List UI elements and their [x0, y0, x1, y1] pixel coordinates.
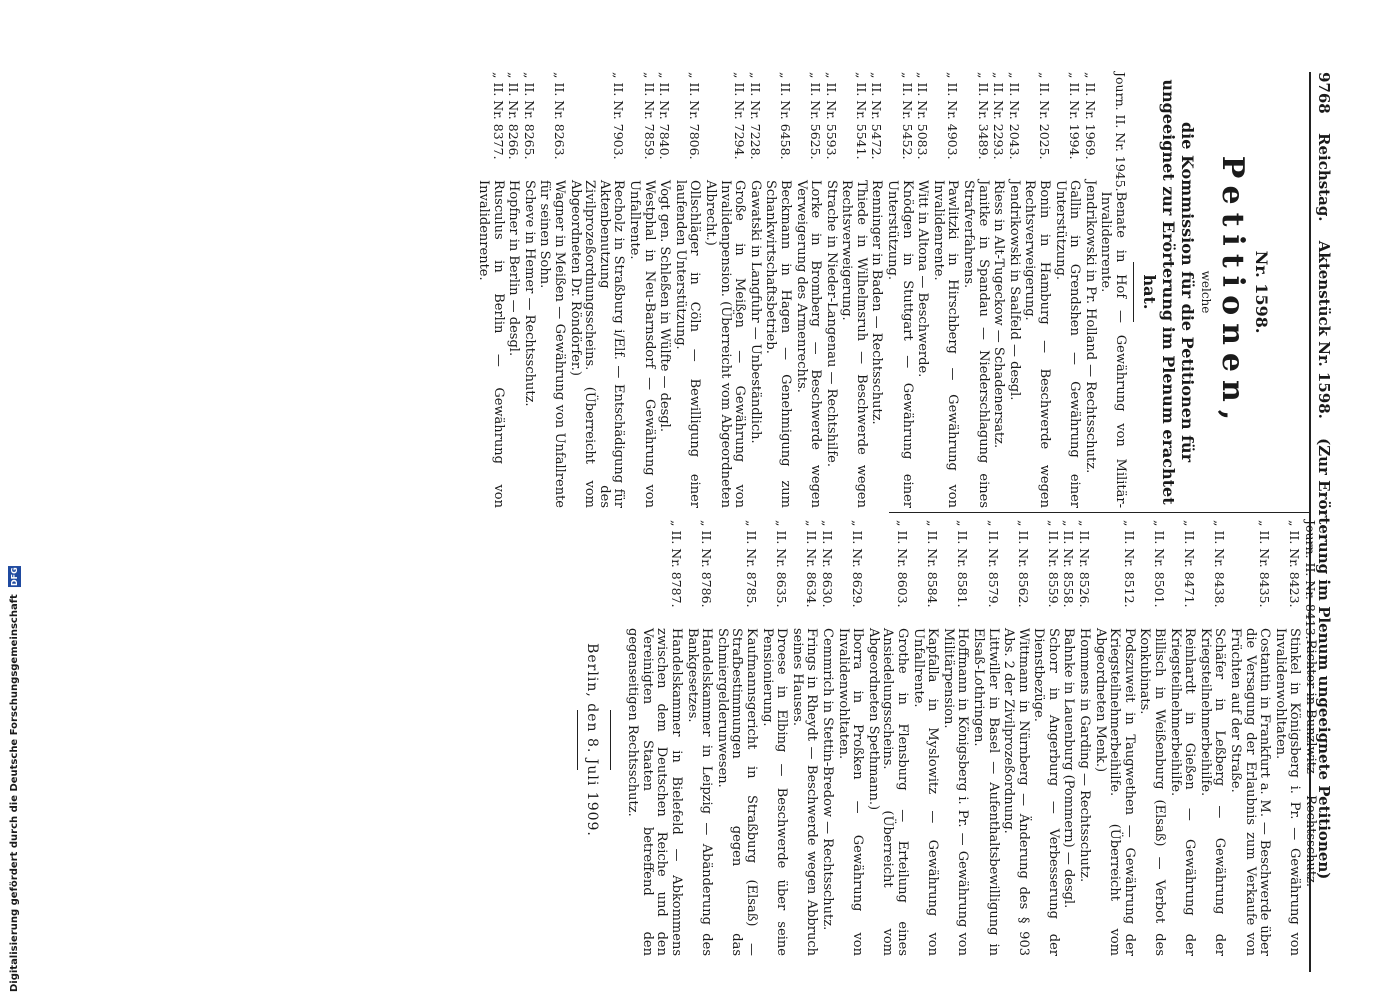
doc-number: Nr. 1598.: [1252, 250, 1271, 334]
petition-text: Scheve in Hemer — Rechtsschutz.: [521, 180, 537, 407]
petition-ref: „ II. Nr. 8785.: [744, 520, 760, 608]
petition-ref: „ II. Nr. 8471.: [1182, 520, 1198, 608]
petition-entry: [1061, 520, 1076, 960]
petition-text: Handelskammer in Leipzig — Abänderung des Bankgesetzes.: [684, 628, 715, 956]
petition-ref: „ II. Nr. 8787.: [669, 520, 685, 608]
petition-entry: [672, 72, 701, 512]
petition-text: Benate in Hof — Gewährung von Militär-Invalidenrente.: [1098, 191, 1128, 508]
petition-text: Frings in Rheydt — Beschwerde wegen Abbruch seines Hauses.: [789, 628, 820, 956]
petition-ref: „ II. Nr. 8635.: [774, 520, 790, 608]
petition-entry: [910, 520, 939, 960]
petition-text: Handelskammer in Bielefeld — Abkommens zwischen dem Deutschen Reiche und den Vereinigten Staaten betreffend den gegenseitigen Rechtsschutz.: [625, 628, 685, 956]
petition-text: Hopfner in Berlin — desgl.: [506, 180, 522, 357]
petition-ref: „ II. Nr. 8562.: [1015, 520, 1031, 608]
petition-entry: [1227, 520, 1271, 960]
petition-entry: [702, 72, 746, 512]
petition-text: Billisch in Weißenburg (Elsaß) — Verbot des Konkubinats.: [1137, 628, 1168, 956]
petition-entry: [1001, 520, 1030, 960]
title-rule: [1133, 262, 1134, 322]
welche-line: welche: [1199, 270, 1213, 314]
petition-text: Renninger in Baden — Rechtsschutz.: [869, 180, 885, 425]
petition-ref: „ II. Nr. 8377.: [490, 72, 506, 160]
petition-text: Kapfalla in Myslowitz — Gewährung von Unfallrente.: [910, 628, 941, 956]
signoff-date: Berlin, den 8. Juli 1909.: [583, 643, 600, 837]
petition-text: Schorr in Angerburg — Verbesserung der Dienstbezüge.: [1031, 628, 1061, 956]
petition-entry: [475, 72, 504, 512]
petition-ref: „ II. Nr. 8435.: [1257, 520, 1273, 608]
petition-ref: „ II. Nr. 8265.: [521, 72, 537, 160]
petition-entry: [940, 520, 969, 960]
petition-text: Wittmann in Nürnberg — Änderung des § 903 Abs. 2 der Zivilprozeßordnung.: [1001, 628, 1031, 956]
petition-text: Thiede in Wilhelmsruh — Beschwerde wegen Rechtsverweigerung.: [839, 180, 869, 508]
petition-text: Kaufmannsgericht in Straßburg (Elsaß) — Strafbestimmungen gegen das Schmiergelderunwesen.: [714, 628, 760, 956]
petition-entry: [1082, 72, 1097, 512]
petition-ref: „ II. Nr. 5472.: [869, 72, 885, 160]
petition-ref: „ II. Nr. 8630.: [820, 520, 835, 608]
petition-ref: „ II. Nr. 8581.: [955, 520, 971, 608]
document-reference: Aktenstück Nr. 1598.: [1315, 240, 1333, 419]
petition-ref: „ II. Nr. 8584.: [925, 520, 941, 608]
petition-text: Podszuweit in Taugwethen — Gewährung der Kriegsteilnehmerbeihilfe. (Überreicht vom Abgeordneten Menk.): [1092, 628, 1137, 956]
page-number: 9768: [1315, 72, 1333, 114]
petition-ref: „ II. Nr. 3489.: [975, 72, 991, 160]
petition-ref: „ II. Nr. 8438.: [1212, 520, 1228, 608]
petition-ref: „ II. Nr. 2025.: [1037, 72, 1053, 160]
column-divider: [889, 512, 1309, 513]
publication-name: Reichstag.: [1315, 132, 1333, 222]
petition-text: Droese in Elbing — Beschwerde über seine Pensionierung.: [759, 628, 790, 956]
petition-ref: „ II. Nr. 8501.: [1152, 520, 1168, 608]
petition-entry: [1022, 72, 1051, 512]
petition-entry: [839, 72, 868, 512]
petition-ref: „ II. Nr. 8266.: [506, 72, 522, 160]
petition-text: Littwiller in Basel — Aufenthaltsbewilligung in Elsaß-Lothringen.: [970, 628, 1001, 956]
petition-text: Costantin in Frankfurt a. M. — Beschwerde über die Versagung der Erlaubnis zum Verkaufe von Früchten auf der Straße.: [1228, 628, 1273, 956]
petition-entry: [885, 72, 914, 512]
petition-ref: „ II. Nr. 5452.: [899, 72, 915, 160]
petition-entry: [567, 72, 625, 512]
petition-text: Jendrikowski in Saalfeld — desgl.: [1006, 180, 1022, 401]
petition-text: Iborra in Proßken — Gewährung von Invalidenwohltaten.: [835, 628, 866, 956]
petition-entry: [759, 520, 788, 960]
petition-ref: Journ. II. Nr. 8413.: [1303, 520, 1318, 640]
petition-ref: „ II. Nr. 7840.: [657, 72, 673, 160]
document-subject: (Zur Erörterung im Plenum ungeeignete Petitionen): [1315, 438, 1333, 880]
petition-ref: „ II. Nr. 6458.: [777, 72, 793, 160]
petition-text: Große in Meißen — Gewährung von Invalidenpension. (Überreicht vom Abgeordneten Albrecht.): [702, 180, 748, 508]
dfg-logo: DFG: [10, 566, 19, 586]
petition-ref: „ II. Nr. 8603.: [894, 520, 910, 608]
petition-entry: [865, 520, 909, 960]
petition-entry: [915, 72, 930, 512]
right-column: [571, 520, 1317, 960]
petition-text: Pawlitzki in Hirschberg — Gewährung von Invalidenrente.: [930, 180, 961, 508]
petition-entry: [714, 520, 758, 960]
petition-text: Jendrikowski in Pr. Holland — Rechtsschutz.: [1082, 180, 1098, 474]
petition-text: Hommens in Garding — Rechtsschutz.: [1077, 628, 1093, 883]
petition-text: Westphal in Neu-Barnsdorf — Gewährung von Unfallrente.: [627, 180, 657, 508]
petition-text: Schäfer in Leßberg — Gewährung der Kriegsteilnehmerbeihilfe.: [1197, 628, 1228, 956]
petition-entry: [763, 72, 792, 512]
petition-ref: Journ. II. Nr. 1945.: [1113, 72, 1128, 192]
petition-text: Richter in Bunzlwitz — Rechtsschutz.: [1303, 639, 1318, 888]
petition-entry: [747, 72, 762, 512]
petition-ref: „ II. Nr. 7859.: [641, 72, 657, 160]
petition-entry: [1052, 72, 1081, 512]
petition-ref: „ II. Nr. 8579.: [985, 520, 1001, 608]
petition-ref: „ II. Nr. 2043.: [1006, 72, 1022, 160]
petition-ref: „ II. Nr. 5625.: [808, 72, 824, 160]
petition-entry: [835, 520, 864, 960]
petition-ref: „ II. Nr. 8512.: [1121, 520, 1137, 608]
petition-text: Ollschläger in Cöln — Bewilligung einer laufenden Unterstützung.: [672, 180, 703, 508]
petition-text: Strache in Nieder-Langenau — Rechtshilfe.: [823, 180, 839, 467]
petition-ref: „ II. Nr. 7228.: [747, 72, 763, 160]
petition-text: Knödgen in Stuttgart — Gewährung einer Unterstützung.: [885, 180, 915, 508]
petition-ref: „ II. Nr. 8559.: [1045, 520, 1061, 608]
petition-text: Bonin in Hamburg — Beschwerde wegen Rechtsverweigerung.: [1022, 180, 1053, 508]
petition-entry: [819, 520, 834, 960]
petition-text: Janitke in Spandau — Niederschlagung eines Strafverfahrens.: [961, 180, 991, 508]
petition-entry: [1302, 520, 1317, 960]
right-petition-list: [625, 520, 1317, 960]
petition-entry: [1077, 520, 1092, 960]
petition-entry: [960, 72, 989, 512]
credit-text: Digitalisierung gefördert durch die Deutsche Forschungsgemeinschaft: [9, 594, 20, 992]
petition-entry: [626, 72, 655, 512]
end-rule: [610, 710, 611, 770]
petition-ref: „ II. Nr. 5083.: [915, 72, 931, 160]
petition-entry: [1167, 520, 1196, 960]
petition-entry: [991, 72, 1006, 512]
petition-entry: [1092, 520, 1136, 960]
digitization-credit: [8, 566, 21, 992]
petition-ref: „ II. Nr. 1969.: [1082, 72, 1098, 160]
petition-entry: [789, 520, 818, 960]
petition-entry: [1006, 72, 1021, 512]
petition-entry: [657, 72, 672, 512]
petition-text: Reinhardt in Gießen — Gewährung der Kriegsteilnehmerbeihilfe.: [1167, 628, 1198, 956]
petition-entry: [970, 520, 999, 960]
main-heading: Petitionen,: [1215, 155, 1250, 429]
petition-text: Grothe in Flensburg — Erteilung eines Ansiedelungsscheins. (Überreicht vom Abgeordneten Spethmann.): [865, 628, 910, 956]
petition-entry: [1137, 520, 1166, 960]
petition-ref: „ II. Nr. 2293.: [991, 72, 1007, 160]
petition-ref: „ II. Nr. 1994.: [1067, 72, 1083, 160]
petition-text: Beckmann in Hagen — Genehmigung zum Schankwirtschaftsbetrieb.: [763, 180, 793, 508]
petition-ref: „ II. Nr. 8629.: [850, 520, 866, 608]
petition-text: Recholz in Straßburg i/Elf. — Entschädigung für Aktenbenutzung des Zivilprozeßordnungsscheins. (Überreicht vom Abgeordneten Dr. Röndörfer.): [567, 180, 627, 508]
petition-ref: „ II. Nr. 8423.: [1287, 520, 1303, 608]
petition-ref: „ II. Nr. 8786.: [699, 520, 715, 608]
petition-text: Rusculus in Berlin — Gewährung von Invalidenrente.: [476, 180, 506, 508]
petition-ref: „ II. Nr. 7294.: [732, 72, 748, 160]
petition-text: Witt in Altona — Beschwerde.: [915, 180, 931, 378]
petition-text: Stinkel in Königsberg i. Pr. — Gewährung von Invalidenwohltaten.: [1272, 628, 1303, 956]
title-block: [1133, 72, 1271, 512]
petition-entry: [793, 72, 822, 512]
petition-ref: „ II. Nr. 5541.: [853, 72, 869, 160]
left-column: [474, 72, 1273, 512]
petition-ref: „ II. Nr. 8263.: [552, 72, 568, 160]
petition-text: Lorke in Bromberg — Beschwerde wegen Verweigerung des Armenrechts.: [793, 180, 824, 508]
petition-entry: [1197, 520, 1226, 960]
committee-heading: die Kommission für die Petitionen für ungeeignet zur Erörterung im Plenum erachtet hat.: [1140, 79, 1197, 505]
petition-entry: [869, 72, 884, 512]
petition-ref: „ II. Nr. 5593.: [823, 72, 839, 160]
petition-ref: „ II. Nr. 7806.: [687, 72, 703, 160]
petition-entry: [537, 72, 566, 512]
petition-entry: [1272, 520, 1301, 960]
petition-entry: [506, 72, 521, 512]
signoff-rule: [577, 710, 578, 770]
petition-text: Vogt gen. Schleßen in Wülfte — desgl.: [657, 180, 673, 432]
petition-text: Hoffmann in Königsberg i. Pr. — Gewährung von Militärpension.: [940, 628, 971, 956]
petition-text: Cemmrich in Stettin-Bredow — Rechtsschutz.: [820, 628, 835, 931]
petition-entry: [930, 72, 959, 512]
petition-entry: [521, 72, 536, 512]
left-petition-list: [475, 72, 1127, 512]
petition-text: Bahnke in Lauenburg (Pommern) — desgl.: [1061, 628, 1077, 909]
petition-text: Gallin in Grendshen — Gewährung einer Unterstützung.: [1052, 180, 1083, 508]
petition-entry: [625, 520, 683, 960]
petition-entry: [1031, 520, 1060, 960]
petition-ref: „ II. Nr. 7903.: [611, 72, 627, 160]
petition-ref: „ II. Nr. 8634.: [804, 520, 820, 608]
petition-ref: „ II. Nr. 4903.: [945, 72, 961, 160]
petition-text: Gawatski in Langfuhr — Unbeständlich.: [747, 180, 763, 444]
petition-text: Wagner in Meißen — Gewährung von Unfallrente für seinen Sohn.: [537, 180, 568, 508]
petition-entry: [1098, 72, 1127, 512]
petition-entry: [684, 520, 713, 960]
petition-entry: [823, 72, 838, 512]
petition-text: Riess in Alt-Tugeckow — Schadenersatz.: [991, 180, 1007, 449]
petition-ref: „ II. Nr. 8558.: [1061, 520, 1077, 608]
petition-ref: „ II. Nr. 8526.: [1077, 520, 1093, 608]
